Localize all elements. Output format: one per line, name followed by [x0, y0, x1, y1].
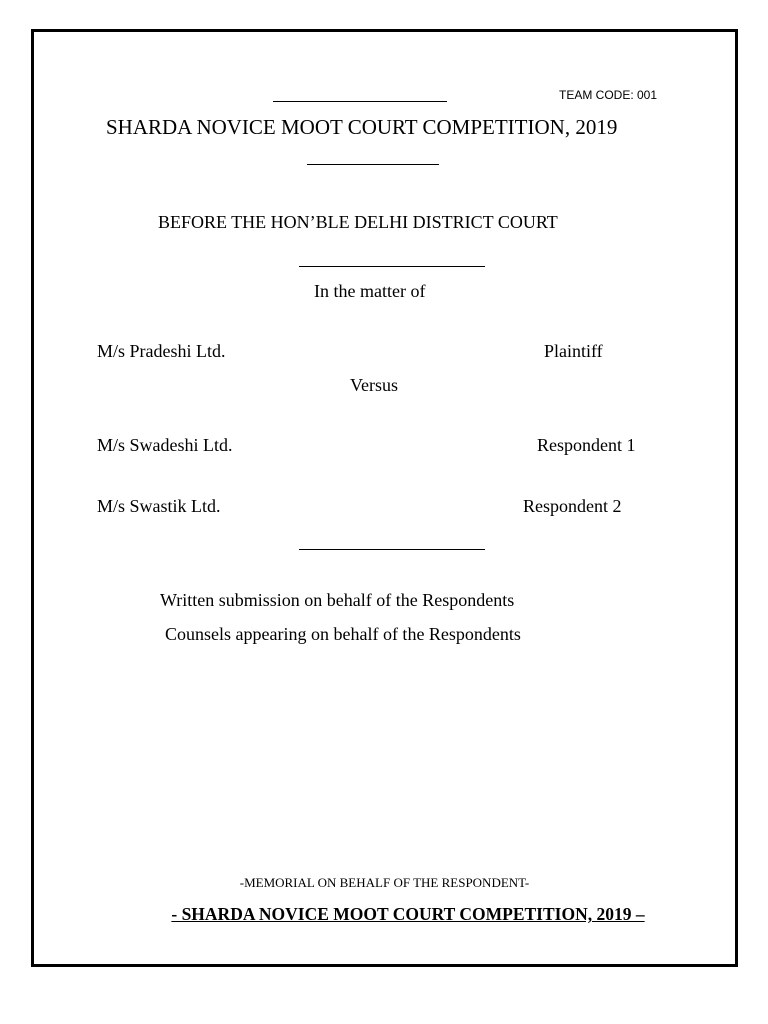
versus-label: Versus [350, 375, 398, 395]
court-heading: BEFORE THE HON’BLE DELHI DISTRICT COURT [158, 212, 558, 232]
title-underline [307, 164, 439, 165]
respondent-1-name: M/s Swadeshi Ltd. [97, 435, 233, 455]
competition-title: SHARDA NOVICE MOOT COURT COMPETITION, 2019 [106, 115, 618, 139]
team-code: TEAM CODE: 001 [559, 88, 658, 102]
parties-divider [299, 549, 485, 550]
plaintiff-role: Plaintiff [544, 341, 603, 361]
footer-competition-title: - SHARDA NOVICE MOOT COURT COMPETITION, 2019 – [171, 904, 645, 924]
respondent-1-role: Respondent 1 [537, 435, 636, 455]
respondent-2-name: M/s Swastik Ltd. [97, 496, 221, 516]
matter-intro: In the matter of [314, 281, 426, 301]
memorial-label: -MEMORIAL ON BEHALF OF THE RESPONDENT- [239, 875, 530, 890]
top-rule-left [273, 101, 447, 102]
court-divider [299, 266, 485, 267]
submission-line-2: Counsels appearing on behalf of the Respondents [165, 624, 521, 644]
plaintiff-name: M/s Pradeshi Ltd. [97, 341, 226, 361]
submission-line-1: Written submission on behalf of the Respondents [160, 590, 515, 610]
respondent-2-role: Respondent 2 [523, 496, 622, 516]
